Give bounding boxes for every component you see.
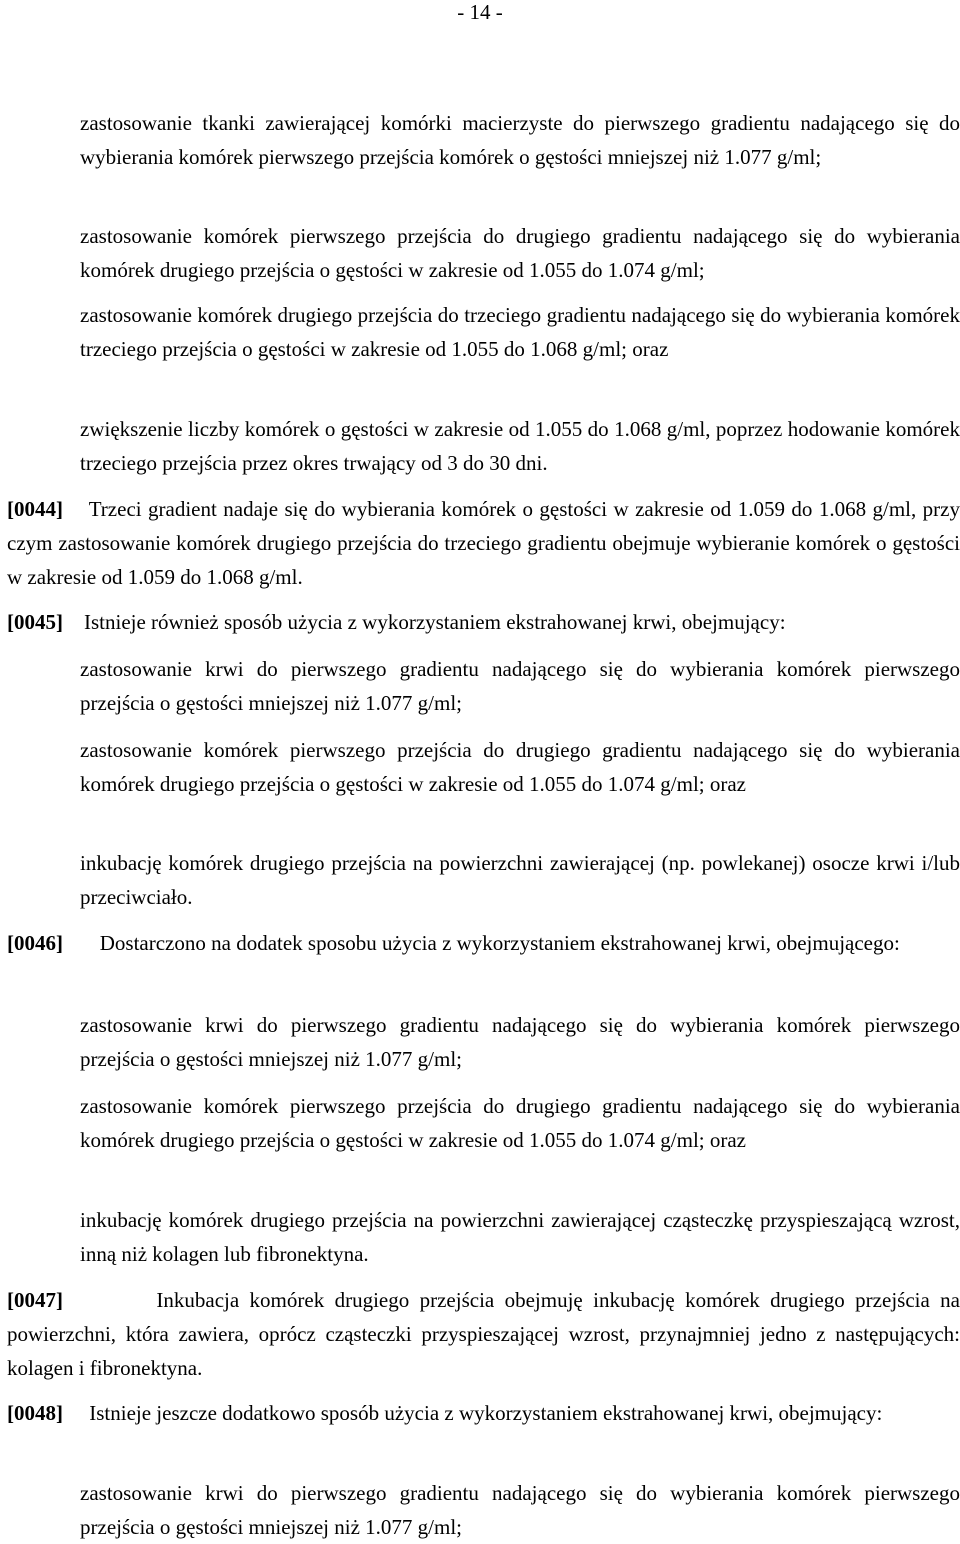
paragraph-tag: [0044] (7, 497, 63, 521)
paragraph-tag: [0048] (7, 1401, 63, 1425)
paragraph-tag: [0047] (7, 1288, 63, 1312)
paragraph-0048 (7, 1396, 960, 1430)
paragraph-0045 (7, 605, 960, 639)
paragraph-tag: [0045] (7, 610, 63, 634)
list-item: zastosowanie komórek pierwszego przejścia do drugiego gradientu nadającego się do wybierania komórek drugiego przejścia o gęstości w zakresie od 1.055 do 1.074 g/ml; oraz (80, 1094, 960, 1152)
list-item: zastosowanie komórek pierwszego przejścia do drugiego gradientu nadającego się do wybierania komórek drugiego przejścia o gęstości w zakresie od 1.055 do 1.074 g/ml; (80, 224, 960, 282)
list-item: zastosowanie komórek pierwszego przejścia do drugiego gradientu nadającego się do wybierania komórek drugiego przejścia o gęstości w zakresie od 1.055 do 1.074 g/ml; oraz (80, 738, 960, 796)
list-item: zastosowanie komórek drugiego przejścia do trzeciego gradientu nadającego się do wybierania komórek trzeciego przejścia o gęstości w zakresie od 1.055 do 1.068 g/ml; oraz (80, 303, 960, 361)
paragraph-text: Istnieje również sposób użycia z wykorzystaniem ekstrahowanej krwi, obejmujący: (84, 610, 786, 634)
paragraph-text: Inkubacja komórek drugiego przejścia obejmuję inkubację komórek drugiego przejścia na powierzchni, która zawiera, oprócz cząsteczki przyspieszającej wzrost, przynajmniej jedno z następujących: kolagen i fibronektyna. (7, 1288, 960, 1380)
paragraph-0044 (7, 492, 960, 594)
list-item: zastosowanie krwi do pierwszego gradientu nadającego się do wybierania komórek pierwszego przejścia o gęstości mniejszej niż 1.077 g/ml; (80, 1481, 960, 1539)
list-item: zastosowanie tkanki zawierającej komórki macierzyste do pierwszego gradientu nadającego się do wybierania komórek pierwszego przejścia komórek o gęstości mniejszej niż 1.077 g/ml; (80, 111, 960, 169)
paragraph-tag: [0046] (7, 931, 63, 955)
list-item: inkubację komórek drugiego przejścia na powierzchni zawierającej cząsteczkę przyspieszającą wzrost, inną niż kolagen lub fibronektyna. (80, 1208, 960, 1266)
page-number: - 14 - (457, 0, 503, 24)
paragraph-0047 (7, 1283, 960, 1385)
paragraph-text: Istnieje jeszcze dodatkowo sposób użycia z wykorzystaniem ekstrahowanej krwi, obejmujący: (89, 1401, 883, 1425)
list-item: zastosowanie krwi do pierwszego gradientu nadającego się do wybierania komórek pierwszego przejścia o gęstości mniejszej niż 1.077 g/ml; (80, 657, 960, 715)
paragraph-text: Dostarczono na dodatek sposobu użycia z wykorzystaniem ekstrahowanej krwi, obejmującego: (99, 931, 900, 955)
list-item: inkubację komórek drugiego przejścia na powierzchni zawierającej (np. powlekanej) osocze krwi i/lub przeciwciało. (80, 851, 960, 909)
paragraph-text: Trzeci gradient nadaje się do wybierania komórek o gęstości w zakresie od 1.059 do 1.068 g/ml, przy czym zastosowanie komórek drugiego przejścia do trzeciego gradientu obejmuje wybieranie komórek o gęstości w zakresie od 1.059 do 1.068 g/ml. (7, 497, 960, 589)
list-item: zastosowanie krwi do pierwszego gradientu nadającego się do wybierania komórek pierwszego przejścia o gęstości mniejszej niż 1.077 g/ml; (80, 1013, 960, 1071)
list-item: zwiększenie liczby komórek o gęstości w zakresie od 1.055 do 1.068 g/ml, poprzez hodowanie komórek trzeciego przejścia przez okres trwający od 3 do 30 dni. (80, 417, 960, 475)
paragraph-0046 (7, 926, 960, 960)
